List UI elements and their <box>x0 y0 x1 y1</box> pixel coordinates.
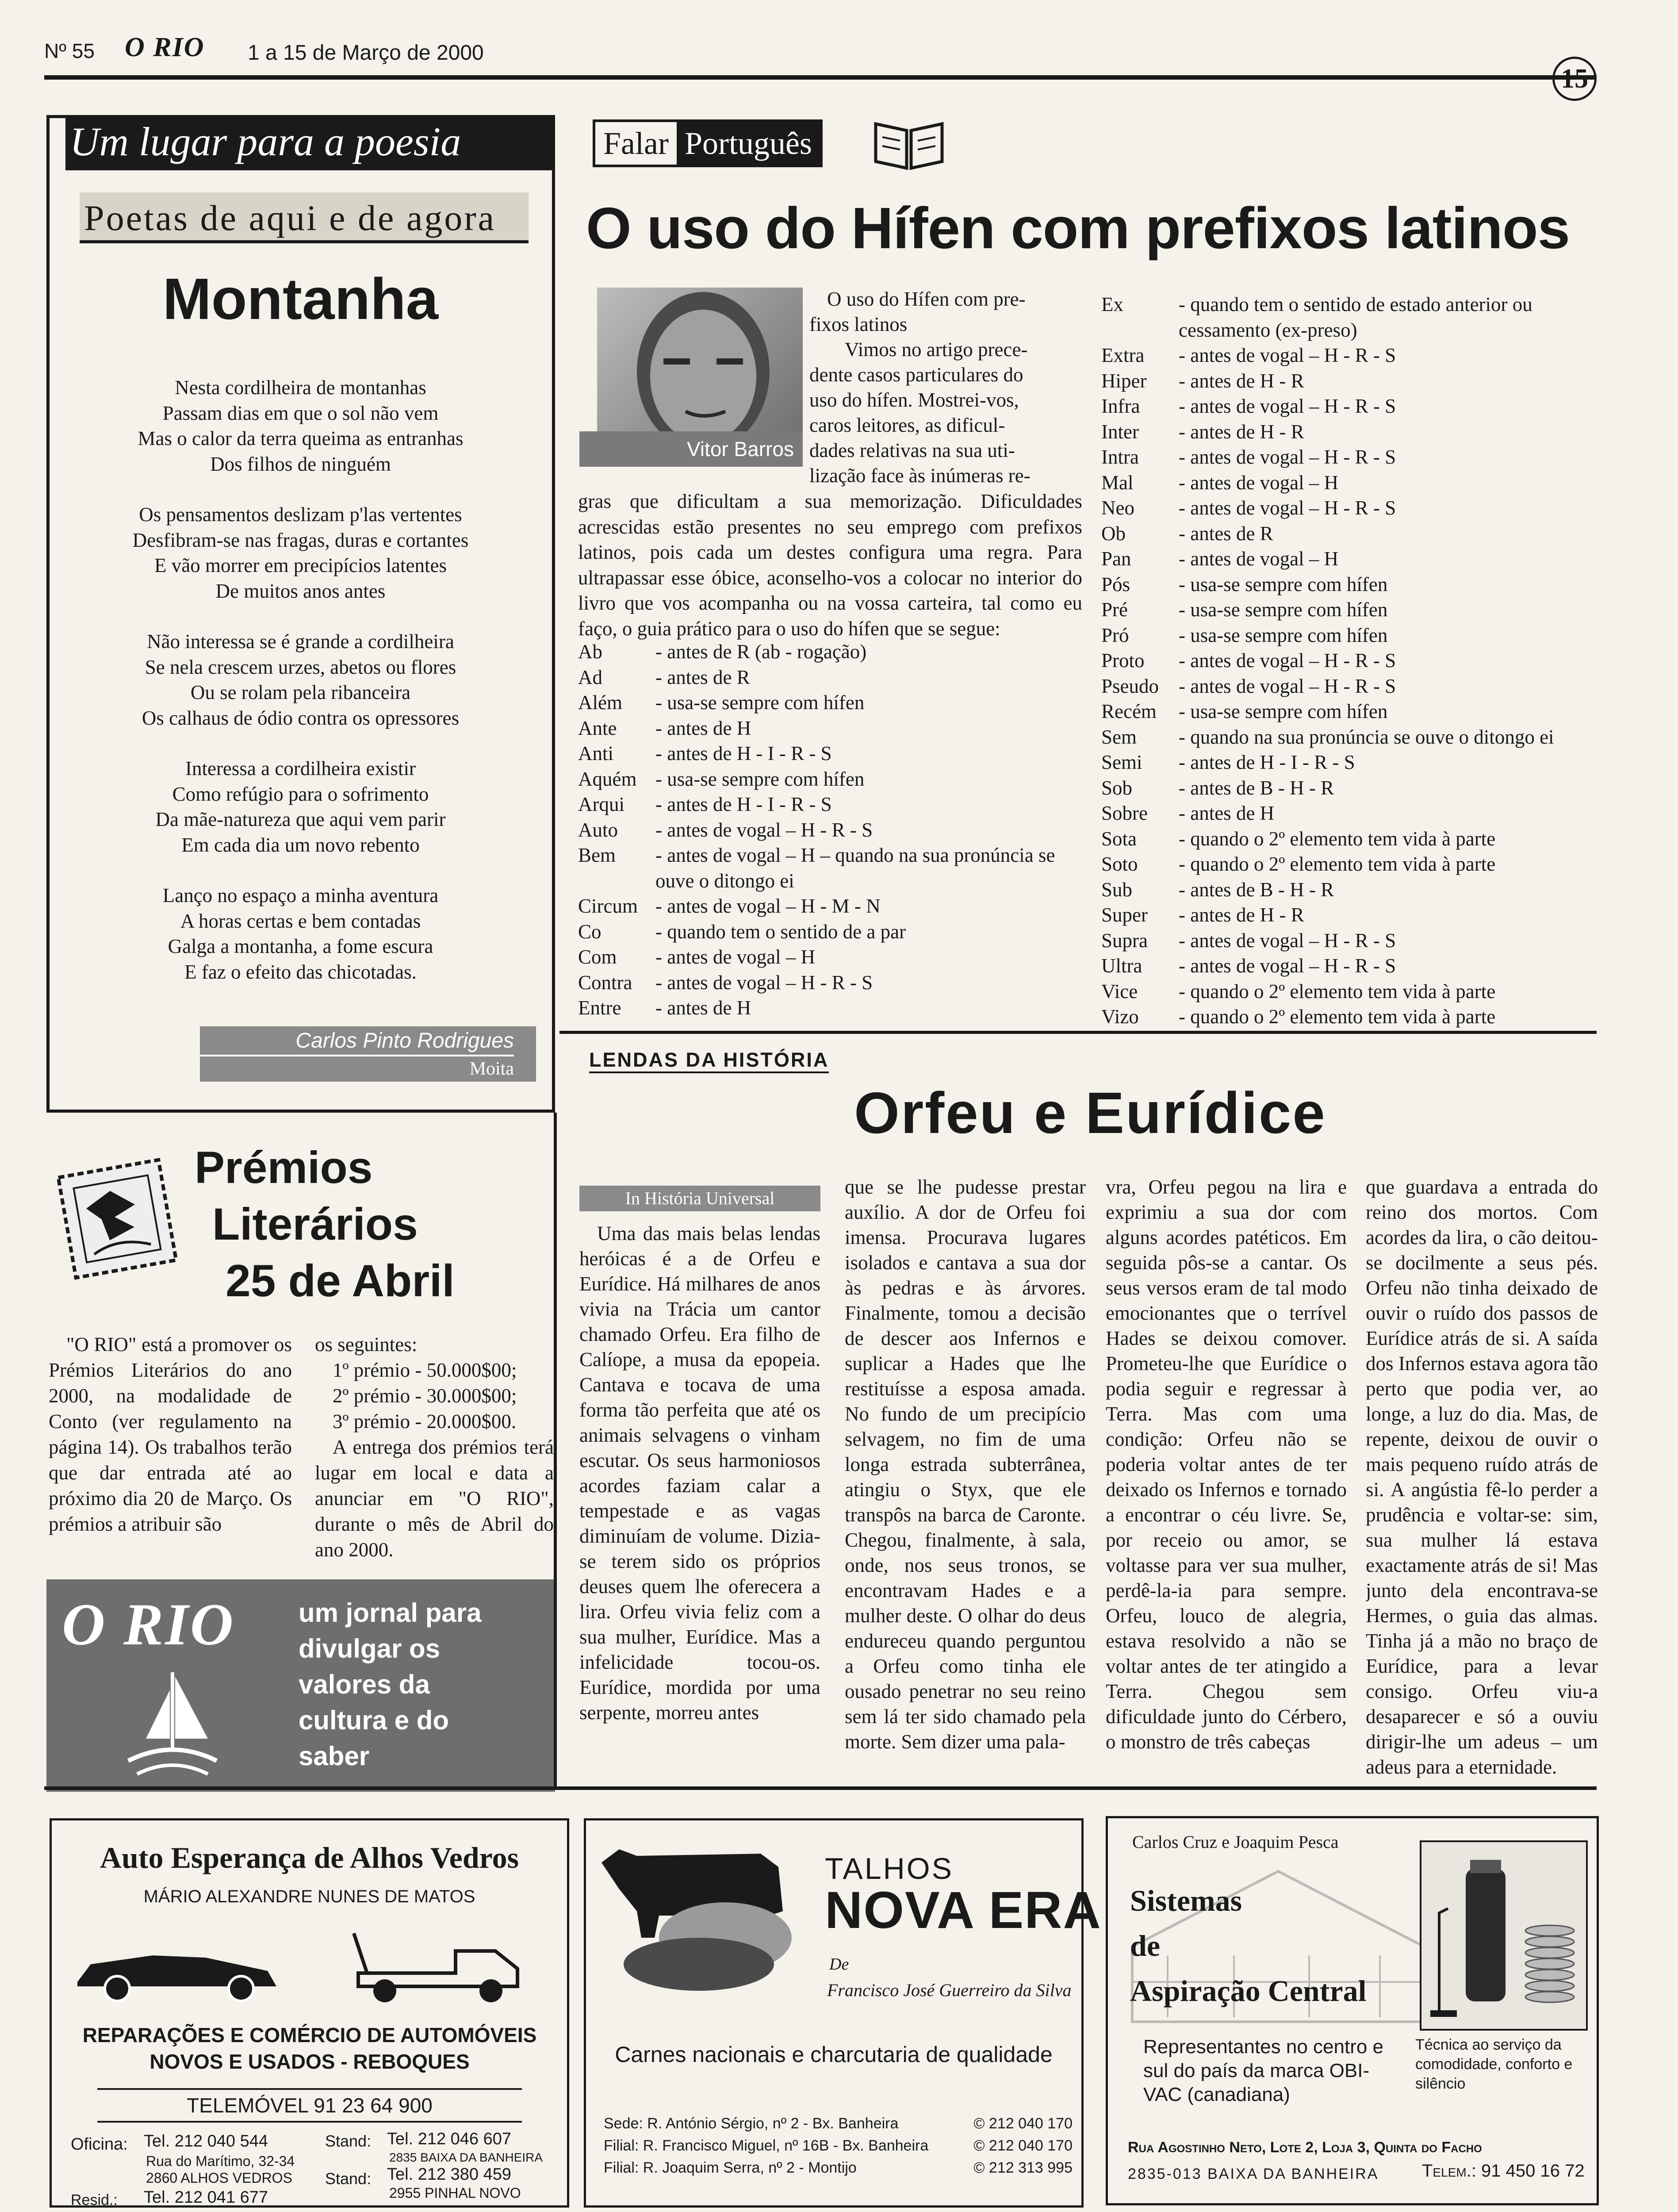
hyphen-rule <box>1101 699 1601 725</box>
rule-text: - usa-se sempre com hífen <box>655 691 865 714</box>
rule-text: - antes de vogal – H - R - S <box>655 818 873 841</box>
hyphen-rule <box>1101 470 1601 496</box>
lendas-col1: Uma das mais belas lendas heróicas é a de Orfeu e Eurídice. Há milhares de anos vivia na Trácia um cantor chamado Orfeu. Era filho de Calíope, a musa da epopeia. Cantava e tocava de uma forma tão perfeita que até os animais selvagens o vinham escutar. Os seus harmoniosos acordes faziam calar a tempestade e as vagas diminuíam de volume. Dizia-se terem sido os próprios deuses quem lhe oferecera a lira. Orfeu vivia feliz com a sua mulher, Eurídice. Mas a infelicidade tocou-os. Eurídice, mordida por uma serpente, morreu antes <box>579 1222 820 1724</box>
lendas-col2: que se lhe pudesse prestar auxílio. A dor de Orfeu foi imensa. Procurava lugares isolados e cantava a sua dor às pedras e às árvores. Finalmente, tomou a decisão de descer aos Infernos e suplicar a Hades que lhe restituísse a esposa amada. No fundo de um precipício selvagem, no fim de uma longa estrada subterrânea, atingiu o Styx, que ele transpôs na barca de Caronte. Chegou, finalmente, à sala, onde, nos seus tronos, se encontravam Hades e a mulher deste. O olhar do deus endureceu quando perguntou a Orfeu como tinha ele ousado penetrar no seu reino sem lá ter sido chamado pela morte. Sem dizer uma pala- <box>845 1176 1086 1753</box>
rule-text: - quando o 2º elemento tem vida à parte <box>1179 1006 1496 1028</box>
poem-line: E vão morrer em precipícios latentes <box>154 554 447 576</box>
hyphen-rule <box>1101 445 1601 470</box>
sports-car-icon <box>73 1938 281 2004</box>
stanza <box>50 502 552 604</box>
rule-text: - antes de vogal – H - R - S <box>1179 344 1396 366</box>
rule-text: - antes de H - I - R - S <box>655 742 832 764</box>
hyphen-rule <box>578 639 1091 665</box>
prefix: Recém <box>1101 700 1157 722</box>
poem-line: De muitos anos antes <box>215 580 386 602</box>
prefix: Auto <box>578 818 618 841</box>
poem-body <box>50 375 552 985</box>
sistemas-title-line: Sistemas <box>1130 1884 1242 1917</box>
oficina-label: Oficina: <box>71 2135 128 2154</box>
prefix: Anti <box>578 742 614 764</box>
rule-text: - antes de vogal – H <box>655 946 816 968</box>
prefix: Ex <box>1101 293 1123 315</box>
tow-truck-icon <box>349 1924 526 2008</box>
prefix: Pró <box>1101 624 1129 646</box>
prefix: Neo <box>1101 497 1134 519</box>
hyphen-rule <box>578 894 1091 919</box>
prefix: Ante <box>578 717 617 739</box>
hyphen-rule <box>1101 394 1601 419</box>
phone-number: 212 040 170 <box>988 2115 1073 2132</box>
rule-text: - quando o 2º elemento tem vida à parte <box>1179 853 1496 875</box>
rule-text: - quando tem o sentido de estado anterior ou cessamento (ex-preso) <box>1179 293 1532 341</box>
stand-label: Stand: <box>325 2132 372 2150</box>
hyphen-rule <box>1101 343 1601 369</box>
stand-tel: Tel. 212 046 607 <box>387 2130 512 2148</box>
hyphen-rule <box>578 767 1091 792</box>
hyphen-rule <box>1101 572 1601 598</box>
hyphen-rule <box>1101 852 1601 877</box>
section-rule <box>559 1031 1597 1034</box>
prize: 1º prémio - 50.000$00; <box>333 1359 517 1381</box>
prefix: Mal <box>1101 471 1134 494</box>
resid-label: Resid.: <box>71 2192 118 2208</box>
poem-line: Ou se rolam pela ribanceira <box>190 681 411 703</box>
hyphen-rule <box>578 919 1091 945</box>
rule-text: - quando o 2º elemento tem vida à parte <box>1179 827 1496 850</box>
poem-line: A horas certas e bem contadas <box>180 910 421 932</box>
prefix: Pan <box>1101 548 1131 570</box>
rule-text: - quando tem o sentido de a par <box>655 920 906 943</box>
intro-line: fixos latinos <box>809 313 908 335</box>
poem-line: Galga a montanha, a fome escura <box>168 935 433 957</box>
rule-text: - antes de H - R <box>1179 369 1304 392</box>
prefix: Sem <box>1101 726 1137 748</box>
promo-slogan-line: cultura e do <box>299 1705 449 1735</box>
header-rule <box>44 75 1597 80</box>
rule-text: - antes de H <box>655 717 751 739</box>
sistemas-names: Carlos Cruz e Joaquim Pesca <box>1132 1832 1339 1852</box>
hyphen-rule <box>1101 801 1601 826</box>
prefix: Vizo <box>1101 1006 1139 1028</box>
talhos-title1: TALHOS <box>825 1852 954 1886</box>
prefix: Além <box>578 691 622 714</box>
auto-mobile: TELEMÓVEL 91 23 64 900 <box>97 2088 522 2123</box>
stand-addr: 2835 BAIXA DA BANHEIRA <box>389 2151 543 2164</box>
poetry-subsection: Poetas de aqui e de agora <box>80 192 529 243</box>
falar-label-b: Português <box>677 122 820 165</box>
lendas-col3: vra, Orfeu pegou na lira e exprimiu a sua dor com alguns acordes patéticos. Em seguida pôs-se a cantar. Os seus versos eram de tal modo emocionantes que o terrível Hades se deixou comover. Prometeu-lhe que Eurídice o podia seguir e regressar à Terra. Mas com uma condição: Orfeu não se poderia voltar antes de ter deixado os Infernos e tornado a encontrar o céu livre. Se, por receio ou amor, se voltasse para ver sua mulher, perdê-la-ia para sempre. Orfeu, louco de alegria, estava resolvido a não se voltar antes de ter atingido a Terra. Chegou sem dificuldade junto do Cérbero, o monstro de três cabeças <box>1106 1176 1347 1753</box>
rule-text: - antes de vogal – H - R - S <box>1179 675 1396 697</box>
promo-slogan-line: um jornal para <box>299 1598 482 1628</box>
prefix: Bem <box>578 844 616 866</box>
rules-right-list <box>1101 292 1601 1030</box>
column-divider <box>554 1113 557 1790</box>
hyphen-rule <box>1101 725 1601 750</box>
rule-text: - usa-se sempre com hífen <box>1179 573 1388 595</box>
prefix: Infra <box>1101 395 1140 417</box>
prefix: Ob <box>1101 522 1126 545</box>
prefix: Sota <box>1101 827 1137 850</box>
premios-title-line: Literários <box>212 1199 418 1249</box>
rule-text: - antes de vogal – H <box>1179 548 1339 570</box>
hyphen-rule <box>1101 369 1601 394</box>
prefix: Circum <box>578 895 638 917</box>
rules-left <box>578 639 1091 1021</box>
author-photo <box>597 288 803 438</box>
prefix: Sob <box>1101 776 1133 799</box>
poem-line: Se nela crescem urzes, abetos ou flores <box>145 656 456 678</box>
phone: © 212 040 170 <box>973 2137 1073 2154</box>
hyphen-rule <box>1101 826 1601 852</box>
rule-text: - antes de R <box>1179 522 1273 545</box>
prefix: Aquém <box>578 768 637 790</box>
premios-title-line: 25 de Abril <box>226 1256 455 1306</box>
auto-owner: MÁRIO ALEXANDRE NUNES DE MATOS <box>143 1887 475 1906</box>
prize: 3º prémio - 20.000$00. <box>333 1410 517 1432</box>
hyphen-rule <box>1101 776 1601 801</box>
hyphen-rule <box>1101 419 1601 445</box>
poem-line: Os calhaus de ódio contra os opressores <box>142 707 460 729</box>
resid-tel: Tel. 212 041 677 <box>144 2188 268 2207</box>
talhos-tagline: Carnes nacionais e charcutaria de qualidade <box>615 2042 1053 2067</box>
prefix: Super <box>1101 904 1148 926</box>
promo-logo: O RIO <box>62 1592 235 1658</box>
rule-text: - antes de vogal – H - R - S <box>1179 955 1396 977</box>
rule-text: - quando o 2º elemento tem vida à parte <box>1179 980 1496 1002</box>
prefix: Pré <box>1101 599 1128 621</box>
rule-text: - antes de B - H - R <box>1179 878 1334 901</box>
rule-text: - usa-se sempre com hífen <box>1179 700 1388 722</box>
hyphen-rule <box>1101 979 1601 1005</box>
hyphen-rule <box>1101 623 1601 649</box>
hyphen-rule <box>1101 877 1601 903</box>
oficina-tel: Tel. 212 040 544 <box>144 2132 268 2151</box>
lendas-headline: Orfeu e Eurídice <box>854 1080 1326 1145</box>
intro-line: dades relativas na sua uti- <box>809 439 1015 461</box>
hyphen-rule <box>578 843 1091 894</box>
hyphen-rule <box>1101 521 1601 547</box>
rule-text: - antes de R <box>655 666 750 688</box>
address-row <box>604 2157 1073 2179</box>
stanza <box>50 883 552 985</box>
poetry-section-label: Um lugar para a poesia <box>65 115 552 170</box>
photo-caption: Vitor Barros <box>579 431 803 467</box>
promo-slogan <box>299 1595 555 1774</box>
premios-col1: "O RIO" está a promover os Prémios Literários do ano 2000, na modalidade de Conto (ver regulamento na página 14). Os trabalhos terão que dar entrada até ao próximo dia 20 de Março. Os prémios a atribuir são <box>49 1333 292 1535</box>
poem-line: Dos filhos de ninguém <box>210 453 391 475</box>
hyphen-rule <box>1101 648 1601 674</box>
rule-text: - quando na sua pronúncia se ouve o ditongo ei <box>1179 726 1554 748</box>
rule-text: - antes de vogal – H - R - S <box>1179 395 1396 417</box>
ads-top-rule <box>44 1786 1597 1790</box>
premios-col2-body: A entrega dos prémios terá lugar em local e data a anunciar em "O RIO", durante o mês de Abril do ano 2000. <box>315 1436 554 1561</box>
oficina-addr: Rua do Marítimo, 32-34 <box>146 2153 295 2169</box>
prefix: Inter <box>1101 420 1139 443</box>
livestock-icon <box>593 1836 796 1995</box>
poem-line: Como refúgio para o sofrimento <box>172 783 429 805</box>
address-row <box>604 2135 1073 2157</box>
hyphen-rule <box>1101 750 1601 776</box>
rule-text: - antes de H - R <box>1179 420 1304 443</box>
lendas-tag: In História Universal <box>579 1186 820 1211</box>
prefix: Soto <box>1101 853 1138 875</box>
prefix: Co <box>578 920 601 943</box>
rule-text: - antes de H - I - R - S <box>1179 751 1355 773</box>
hyphen-rule <box>578 741 1091 767</box>
rule-text: - usa-se sempre com hífen <box>1179 624 1388 646</box>
prefix: Entre <box>578 997 621 1019</box>
stand-addr: 2955 PINHAL NOVO <box>389 2185 521 2201</box>
address: Sede: R. António Sérgio, nº 2 - Bx. Banheira <box>604 2115 899 2132</box>
hyphen-rule <box>1101 292 1601 343</box>
falar-label <box>593 119 823 167</box>
hyphen-rule <box>1101 546 1601 572</box>
poem-line: Nesta cordilheira de montanhas <box>175 376 426 399</box>
rule-text: - usa-se sempre com hífen <box>1179 599 1388 621</box>
poem-place: Moita <box>469 1059 514 1079</box>
intro-line: Vimos no artigo prece- <box>845 338 1028 361</box>
hyphen-rule <box>1101 597 1601 623</box>
poem-line: Passam dias em que o sol não vem <box>162 402 439 424</box>
phone-number: 212 313 995 <box>988 2159 1073 2176</box>
prefix: Ad <box>578 666 602 688</box>
phone: © 212 040 170 <box>973 2115 1073 2132</box>
prefix: Semi <box>1101 751 1142 773</box>
prefix: Vice <box>1101 980 1138 1002</box>
oficina-addr: 2860 ALHOS VEDROS <box>146 2170 292 2186</box>
auto-services: REPARAÇÕES E COMÉRCIO DE AUTOMÓVEIS NOVOS E USADOS - REBOQUES <box>82 2024 537 2073</box>
sistemas-reps: Representantes no centro e sul do país da marca OBI-VAC (canadiana) <box>1143 2036 1384 2105</box>
issue-date: 1 a 15 de Março de 2000 <box>248 41 484 65</box>
prefix: Contra <box>578 971 632 994</box>
prize: 2º prémio - 30.000$00; <box>333 1385 517 1407</box>
falar-intro <box>809 287 1081 488</box>
sistemas-tech: Técnica ao serviço da comodidade, conforto e silêncio <box>1415 2036 1573 2092</box>
hyphen-rule <box>1101 674 1601 699</box>
rule-text: - antes de vogal – H - M - N <box>655 895 881 917</box>
intro-line: O uso do Hífen com pre- <box>827 288 1026 310</box>
promo-slogan-line: saber <box>299 1741 370 1771</box>
premios-title <box>195 1139 548 1309</box>
rule-text: - antes de H <box>655 997 751 1019</box>
prefix: Ab <box>578 641 602 663</box>
prefix: Intra <box>1101 446 1139 468</box>
falar-label-a: Falar <box>603 126 669 161</box>
sailboat-icon <box>119 1663 226 1778</box>
poem-line: E faz o efeito das chicotadas. <box>184 960 417 983</box>
stamp-icon <box>49 1150 186 1287</box>
sistemas-address: Rua Agostinho Neto, Lote 2, Loja 3, Quinta do Facho <box>1128 2139 1482 2156</box>
prefix: Sobre <box>1101 802 1148 824</box>
poem-line: Interessa a cordilheira existir <box>185 757 416 780</box>
rule-text: - antes de H - R <box>1179 904 1304 926</box>
premios-col2 <box>315 1332 554 1563</box>
book-icon <box>871 115 946 173</box>
address-row <box>604 2112 1073 2135</box>
talhos-owner: Francisco José Guerreiro da Silva <box>827 1980 1072 2000</box>
hyphen-rule <box>1101 902 1601 928</box>
lendas-col4: que guardava a entrada do reino dos mortos. Com acordes da lira, o cão deitou-se docilmente a seus pés. Orfeu não tinha deixado de ouvir o ruído dos passos de Eurídice atrás de si. A saída dos Infernos estava agora tão perto que podia ver, ao longe, a luz do dia. Mas, de repente, deixou de ouvir o mais pequeno ruído atrás de si. A angústia fê-lo perder a prudência e voltar-se: sim, sua mulher lá estava exactamente atrás de si! Mas junto dela encontrava-se Hermes, o guia das almas. Tinha já a mão no braço de Eurídice, para a levar consigo. Orfeu viu-a desaparecer e só a ouviu dirigir-lhe um adeus – um adeus para a eternidade. <box>1366 1176 1598 1778</box>
hyphen-rule <box>578 995 1091 1021</box>
talhos-addresses <box>604 2112 1073 2179</box>
premios-title-line: Prémios <box>195 1142 373 1193</box>
rule-text: - antes de vogal – H - R - S <box>655 971 873 994</box>
hyphen-rule <box>578 665 1091 691</box>
stanza <box>50 375 552 477</box>
prefix: Pseudo <box>1101 675 1159 697</box>
phone-number: 212 040 170 <box>988 2137 1073 2154</box>
talhos-title2: NOVA ERA <box>825 1881 1102 1939</box>
poem-line: Desfibram-se nas fragas, duras e cortantes <box>132 529 469 551</box>
hyphen-rule <box>1101 953 1601 979</box>
rule-text: - antes de R (ab - rogação) <box>655 641 867 663</box>
rule-text: - antes de vogal – H <box>1179 471 1339 494</box>
sistemas-title <box>1130 1878 1431 2013</box>
rule-text: - antes de vogal – H - R - S <box>1179 446 1396 468</box>
newspaper-logo: O RIO <box>125 32 205 62</box>
falar-body: gras que dificultam a sua memorização. Dificuldades acrescidas estão presentes no seu emprego com prefixos latinos, pois cada um destes configura uma regra. Para ultrapassar esse óbice, aconselho-vos a colocar no interior do livro que vos acompanha ou na vossa carteira, tal como eu faço, o guia prático para o uso do hífen que se segue: <box>578 490 1082 640</box>
lendas-section: LENDAS DA HISTÓRIA <box>589 1048 829 1073</box>
stand-tel: Tel. 212 380 459 <box>387 2165 512 2184</box>
prefix: Sub <box>1101 878 1133 901</box>
poem-author: Carlos Pinto Rodrigues <box>200 1029 514 1056</box>
poem-line: Lanço no espaço a minha aventura <box>162 884 439 906</box>
intro-line: lização face às inúmeras re- <box>809 465 1031 487</box>
falar-headline: O uso do Hífen com prefixos latinos <box>586 196 1570 261</box>
hyphen-rule <box>578 690 1091 716</box>
rule-text: - antes de vogal – H - R - S <box>1179 497 1396 519</box>
hyphen-rule <box>578 945 1091 970</box>
hyphen-rule <box>578 970 1091 996</box>
hyphen-rule <box>1101 495 1601 521</box>
intro-line: dente casos particulares do <box>809 364 1023 386</box>
rules-left-list <box>578 639 1091 1021</box>
sistemas-phone: Telem.: 91 450 16 72 <box>1422 2161 1585 2181</box>
hyphen-rule <box>578 818 1091 843</box>
poem-title: Montanha <box>162 266 439 331</box>
phone: © 212 313 995 <box>973 2159 1073 2176</box>
intro-line: caros leitores, as dificul- <box>809 414 1005 436</box>
stanza <box>50 756 552 858</box>
sistemas-city: 2835-013 BAIXA DA BANHEIRA <box>1128 2166 1379 2182</box>
hyphen-rule <box>1101 928 1601 954</box>
prefix: Arqui <box>578 793 624 815</box>
prefix: Pós <box>1101 573 1130 595</box>
rule-text: - antes de H <box>1179 802 1275 824</box>
sistemas-title-line: de <box>1130 1929 1160 1962</box>
premios-col2-intro: os seguintes: <box>315 1333 418 1356</box>
rule-text: - antes de vogal – H – quando na sua pronúncia se ouve o ditongo ei <box>655 844 1055 892</box>
poem-line: Não interessa se é grande a cordilheira <box>147 630 454 653</box>
auto-contacts <box>71 2130 557 2208</box>
auto-title: Auto Esperança de Alhos Vedros <box>100 1841 519 1874</box>
hyphen-rule <box>578 792 1091 818</box>
hyphen-rule <box>1101 1004 1601 1030</box>
poem-line: Mas o calor da terra queima as entranhas <box>138 427 464 449</box>
stand-label: Stand: <box>325 2170 372 2188</box>
rules-right <box>1101 292 1601 1030</box>
stanza <box>50 629 552 731</box>
promo-slogan-line: valores da <box>299 1670 430 1699</box>
hyphen-rule <box>578 716 1091 741</box>
talhos-de: De <box>829 1955 849 1974</box>
rule-text: - usa-se sempre com hífen <box>655 768 865 790</box>
intro-line: uso do hífen. Mostrei-vos, <box>809 389 1019 411</box>
address: Filial: R. Joaquim Serra, nº 2 - Montijo <box>604 2159 857 2176</box>
prefix: Ultra <box>1101 955 1142 977</box>
address: Filial: R. Francisco Miguel, nº 16B - Bx. Banheira <box>604 2137 929 2154</box>
rule-text: - antes de H - I - R - S <box>655 793 832 815</box>
rule-text: - antes de vogal – H - R - S <box>1179 649 1396 672</box>
vacuum-unit-image <box>1420 1840 1588 2031</box>
rule-text: - antes de B - H - R <box>1179 776 1334 799</box>
prefix: Supra <box>1101 929 1148 952</box>
issue-number: Nº 55 <box>44 39 95 62</box>
prefix: Extra <box>1101 344 1145 366</box>
rule-text: - antes de vogal – H - R - S <box>1179 929 1396 952</box>
poem-line: Da mãe-natureza que aqui vem parir <box>155 808 446 830</box>
prefix: Com <box>578 946 617 968</box>
prefix: Proto <box>1101 649 1145 672</box>
poem-line: Os pensamentos deslizam p'las vertentes <box>139 503 462 526</box>
prefix: Hiper <box>1101 369 1147 392</box>
promo-slogan-line: divulgar os <box>299 1634 441 1663</box>
poem-line: Em cada dia um novo rebento <box>181 833 420 856</box>
sistemas-title-line: Aspiração Central <box>1130 1974 1367 2008</box>
